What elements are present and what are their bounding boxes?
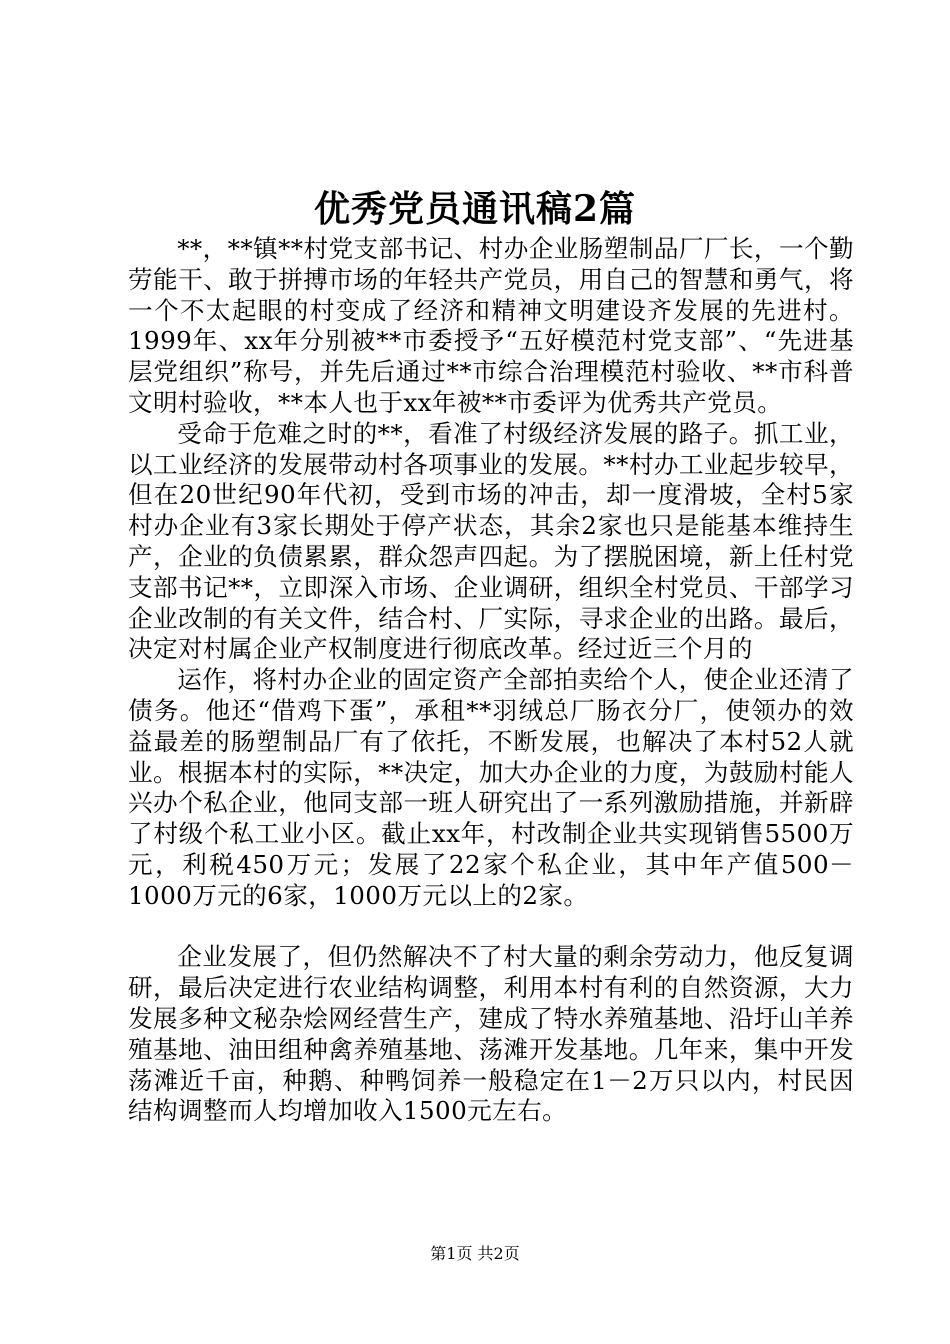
document-body — [128, 234, 854, 1127]
paragraph-2: 受命于危难之时的**，看准了村级经济发展的路子。抓工业，以工业经济的发展带动村各项事业的发展。**村办工业起步较早，但在20世纪90年代初，受到市场的冲击，却一度滑坡，全村5家村办企业有3家长期处于停产状态，其余2家也只是能基本维持生产，企业的负债累累，群众怨声四起。为了摆脱困境，新上任村党支部书记**，立即深入市场、企业调研，组织全村党员、干部学习企业改制的有关文件，结合村、厂实际，寻求企业的出路。最后，决定对村属企业产权制度进行彻底改革。经过近三个月的 — [128, 418, 854, 664]
paragraph-3: 运作，将村办企业的固定资产全部拍卖给个人，使企业还清了债务。他还“借鸡下蛋”，承租**羽绒总厂肠衣分厂，使领办的效益最差的肠塑制品厂有了依托，不断发展，也解决了本村52人就业。根据本村的实际，**决定，加大办企业的力度，为鼓励村能人兴办个私企业，他同支部一班人研究出了一系列激励措施，并新辟了村级个私工业小区。截止xx年，村改制企业共实现销售5500万元，利税450万元；发展了22家个私企业，其中年产值500－1000万元的6家，1000万元以上的2家。 — [128, 665, 854, 910]
paragraph-4: 企业发展了，但仍然解决不了村大量的剩余劳动力，他反复调研，最后决定进行农业结构调整，利用本村有利的自然资源，大力发展多种文秘杂烩网经营生产，建成了特水养殖基地、沿圩山羊养殖基地、油田组种禽养殖基地、荡滩开发基地。几年来，集中开发荡滩近千亩，种鹅、种鸭饲养一般稳定在1－2万只以内，村民因结构调整而人均增加收入1500元左右。 — [128, 942, 854, 1126]
paragraph-1: **，**镇**村党支部书记、村办企业肠塑制品厂厂长，一个勤劳能干、敢于拼搏市场的年轻共产党员，用自己的智慧和勇气，将一个不太起眼的村变成了经济和精神文明建设齐发展的先进村。1999年、xx年分别被**市委授予“五好模范村党支部”、“先进基层党组织”称号，并先后通过**市综合治理模范村验收、**市科普文明村验收，**本人也于xx年被**市委评为优秀共产党员。 — [128, 234, 854, 417]
document-title: 优秀党员通讯稿2篇 — [313, 188, 637, 230]
page-footer: 第1页 共2页 — [430, 1244, 520, 1263]
